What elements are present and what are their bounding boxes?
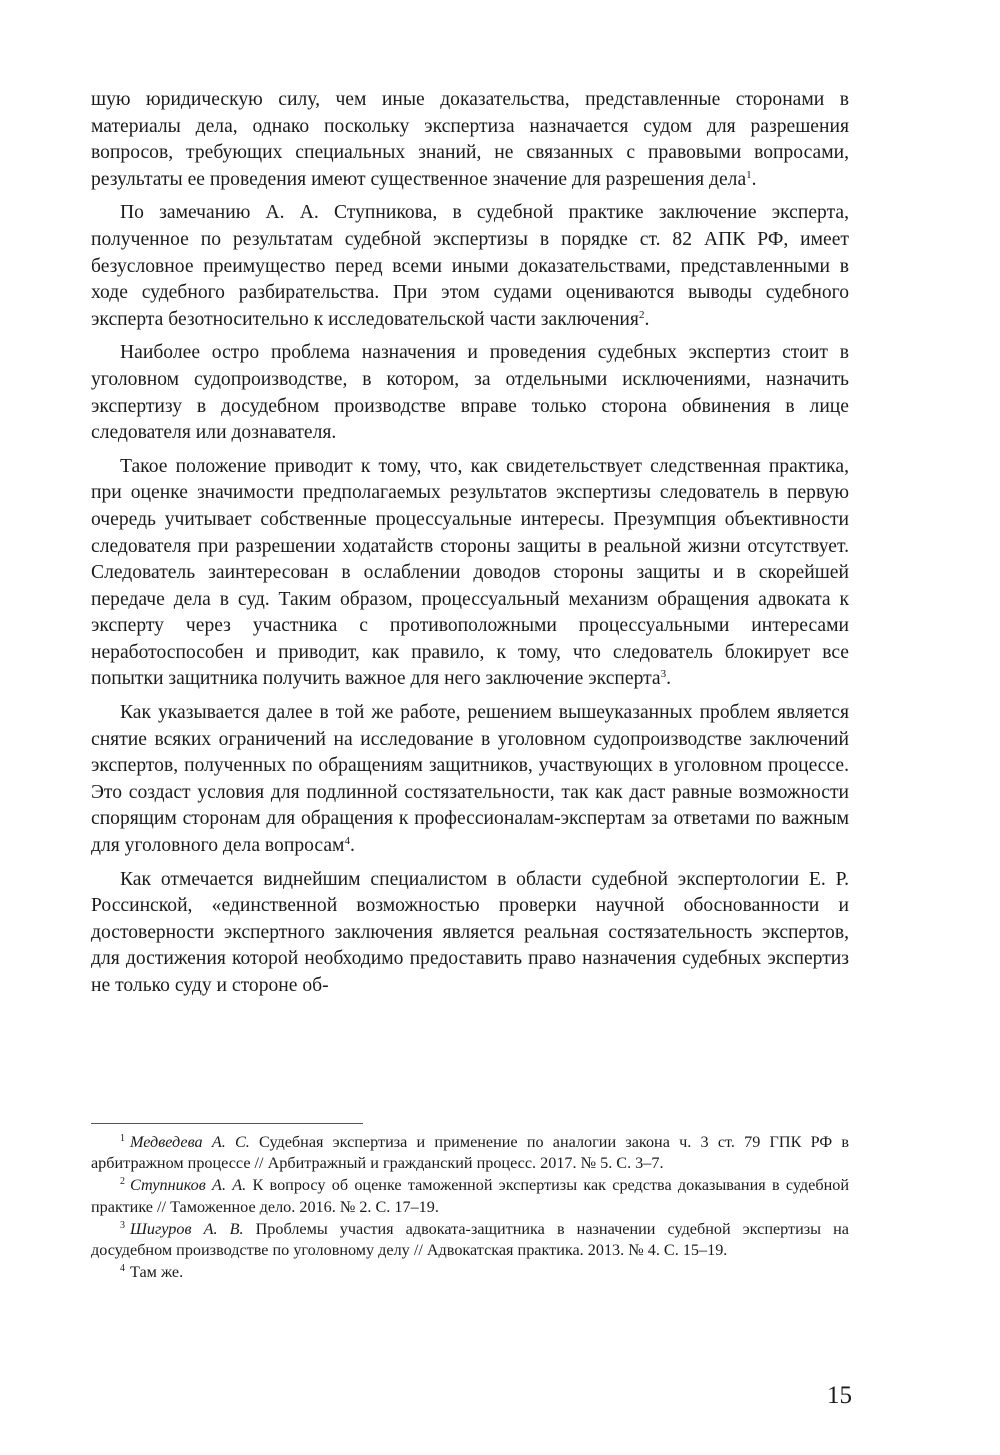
footnote-text: Там же. bbox=[130, 1263, 184, 1282]
footnote-separator bbox=[91, 1123, 363, 1124]
footnote-ref[interactable]: 2 bbox=[638, 308, 645, 321]
footnote bbox=[91, 1175, 849, 1217]
paragraph: По замечанию А. А. Ступникова, в судебной практике заключение эксперта, полученное по результатам судебной экспертизы в порядке ст. 82 АПК РФ, имеет безусловное преимущество перед всеми иными доказательствами, представленными в ходе судебного разбирательства. При этом судами оцениваются выводы судебного эксперта безотносительно к исследовательской части заключения$^2$. bbox=[91, 202, 849, 330]
footnote-ref[interactable]: 3 bbox=[660, 668, 667, 681]
footnote-number: 3 bbox=[120, 1219, 125, 1231]
footnote bbox=[91, 1262, 849, 1283]
footnote-author: Медведева А. С. bbox=[130, 1133, 250, 1151]
paragraph: Наиболее остро проблема назначения и проведения судебных экспертиз стоит в уголовном судопроизводстве, в котором, за отдельными исключениями, назначить экспертизу в досудебном производстве вправе только сторона обвинения в лице следователя или дознавателя. bbox=[91, 342, 849, 444]
footnote-number: 2 bbox=[120, 1176, 125, 1188]
footnote-ref[interactable]: 4 bbox=[344, 835, 350, 848]
footnotes bbox=[91, 1132, 849, 1284]
paragraph: шую юридическую силу, чем иные доказательства, представленные сторонами в материалы дела, однако поскольку экспертиза назначается судом для разрешения вопросов, требующих специальных знаний, не связанных с правовыми вопросами, результаты ее проведения имеют существенное значение для разрешения дела$^1$. bbox=[91, 89, 849, 190]
footnote-number: 4 bbox=[120, 1263, 125, 1275]
footnote-text: Судебная экспертиза и применение по аналогии закона ч. 3 ст. 79 ГПК РФ в арбитражном процессе // Арбитражный и гражданский процесс. 2017. № 5. С. 3–7. bbox=[91, 1133, 849, 1173]
footnote-ref[interactable]: 1 bbox=[746, 168, 752, 181]
footnote-text: Проблемы участия адвоката-защитника в назначении судебной экспертизы на досудебном производстве по уголовному делу // Адвокатская практика. 2013. № 4. С. 15–19. bbox=[91, 1219, 849, 1260]
footnote-number: 1 bbox=[120, 1133, 125, 1144]
paragraph: Как указывается далее в той же работе, решением вышеуказанных проблем является снятие всяких ограничений на исследование в уголовном судопроизводстве заключений экспертов, полученных по обращениям защитников, участвующих в уголовном процессе. Это создаст условия для подлинной состязательности, так как даст равные возможности спорящим сторонам для обращения к профессионалам-экспертам за ответами по важным для уголовного дела вопросам$^4$. bbox=[91, 702, 849, 857]
footnote bbox=[91, 1219, 849, 1261]
page-number: 15 bbox=[827, 1382, 852, 1409]
footnote bbox=[91, 1132, 849, 1174]
paragraph: Такое положение приводит к тому, что, как свидетельствует следственная практика, при оценке значимости предполагаемых результатов экспертизы следователь в первую очередь учитывает собственные процессуальные интересы. Презумпция объективности следователя при разрешении ходатайств стороны защиты в реальной жизни отсутствует. Следователь заинтересован в ослаблении доводов стороны защиты и в скорейшей передаче дела в суд. Таким образом, процессуальный механизм обращения адвоката к эксперту через участника с противоположными процессуальными интересами неработоспособен и приводит, как правило, к тому, что следователь блокирует все попытки защитника получить важное для него заключение эксперта$^3$. bbox=[91, 455, 849, 690]
paragraph: Как отмечается виднейшим специалистом в области судебной экспертологии Е. Р. Россинской, «единственной возможностью проверки научной обоснованности и достоверности экспертного заключения является реальная состязательность экспертов, для достижения которой необходимо предоставить право назначения судебных экспертиз не только суду и стороне об- bbox=[91, 868, 849, 996]
footnote-author: Ступников А. А. bbox=[130, 1176, 247, 1195]
footnote-author: Шигуров А. В. bbox=[130, 1219, 244, 1238]
body-text bbox=[91, 87, 849, 1007]
footnote-text: К вопросу об оценке таможенной экспертизы как средства доказывания в судебной практике // Таможенное дело. 2016. № 2. С. 17–19. bbox=[91, 1176, 849, 1216]
